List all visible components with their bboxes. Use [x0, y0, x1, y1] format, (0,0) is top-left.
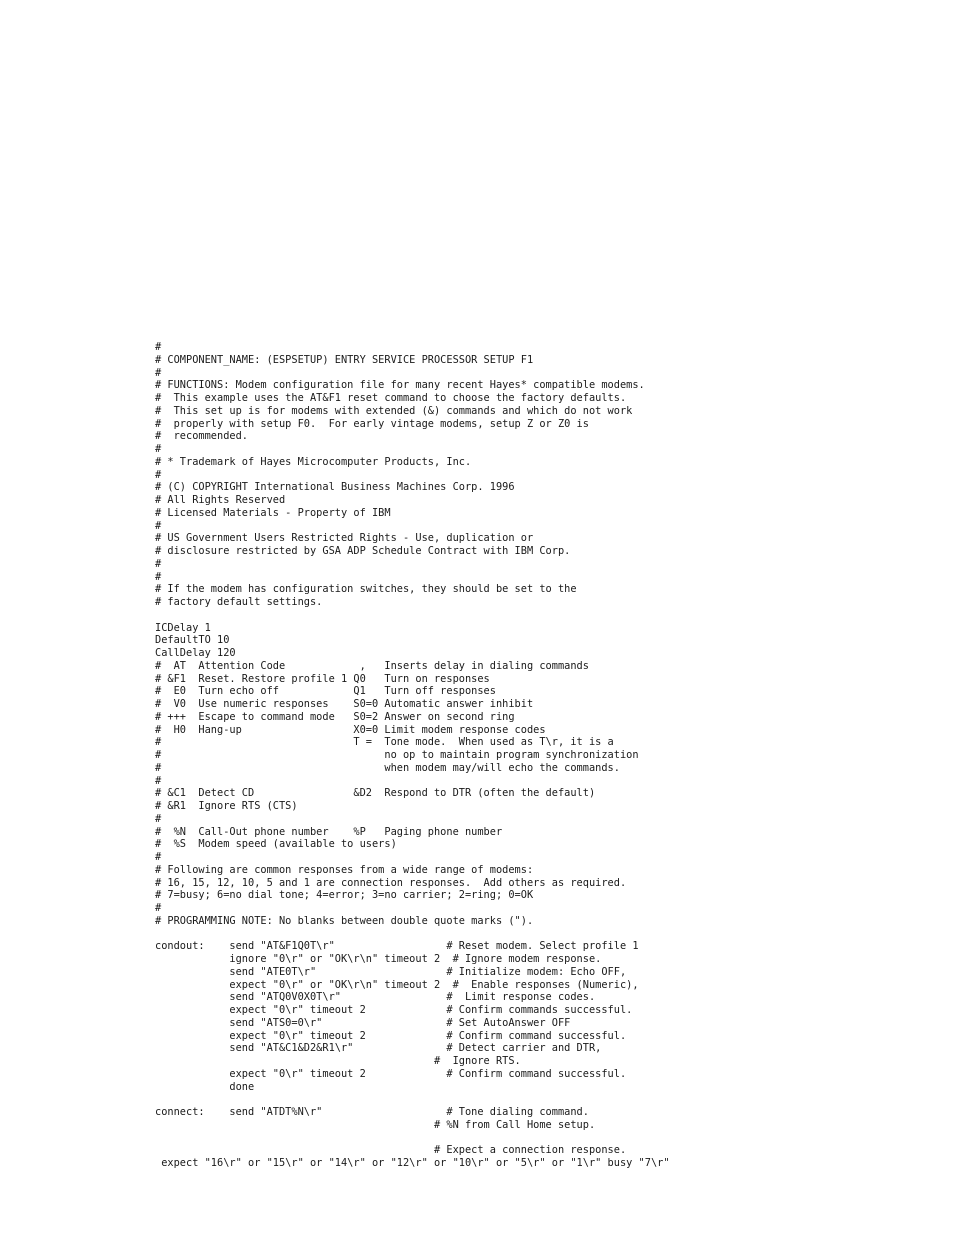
- code-line: # This set up is for modems with extended (&) commands and which do not work: [155, 404, 633, 417]
- code-line: # T = Tone mode. When used as T\r, it is a: [155, 736, 614, 749]
- code-line: send "ATS0=0\r" # Set AutoAnswer OFF: [155, 1016, 571, 1029]
- code-line: # 16, 15, 12, 10, 5 and 1 are connection responses. Add others as required.: [155, 876, 627, 889]
- code-line: # 7=busy; 6=no dial tone; 4=error; 3=no carrier; 2=ring; 0=OK: [155, 889, 534, 902]
- code-line: # AT Attention Code , Inserts delay in dialing commands: [155, 659, 589, 672]
- code-line: # &F1 Reset. Restore profile 1 Q0 Turn on responses: [155, 672, 490, 685]
- code-line: #: [155, 570, 162, 583]
- code-line: # %N from Call Home setup.: [155, 1118, 596, 1131]
- code-line: # +++ Escape to command mode S0=2 Answer on second ring: [155, 710, 515, 723]
- code-line: # If the modem has configuration switches, they should be set to the: [155, 583, 577, 596]
- code-line: [155, 609, 670, 622]
- code-line: #: [155, 774, 162, 787]
- code-line: send "AT&C1&D2&R1\r" # Detect carrier and DTR,: [155, 1042, 602, 1055]
- code-line: #: [155, 851, 162, 863]
- code-line: #: [155, 812, 162, 825]
- code-line: # properly with setup F0. For early vintage modems, setup Z or Z0 is: [155, 417, 589, 430]
- code-line: connect: send "ATDT%N\r" # Tone dialing command.: [155, 1106, 589, 1118]
- code-line: #: [155, 341, 162, 353]
- code-line: expect "16\r" or "15\r" or "14\r" or "12\r" or "10\r" or "5\r" or "1\r" busy "7\r": [155, 1157, 670, 1169]
- code-line: # no op to maintain program synchronization: [155, 749, 639, 761]
- code-line: # Following are common responses from a wide range of modems:: [155, 863, 534, 876]
- code-line: condout: send "AT&F1Q0T\r" # Reset modem. Select profile 1: [155, 940, 639, 953]
- code-line: send "ATQ0V0X0T\r" # Limit response codes.: [155, 991, 596, 1004]
- code-line: expect "0\r" or "OK\r\n" timeout 2 # Enable responses (Numeric),: [155, 978, 639, 991]
- code-line: # disclosure restricted by GSA ADP Schedule Contract with IBM Corp.: [155, 545, 571, 557]
- code-line: #: [155, 902, 162, 914]
- code-line: #: [155, 557, 162, 570]
- modem-config-script: [155, 341, 670, 1170]
- code-line: # COMPONENT_NAME: (ESPSETUP) ENTRY SERVICE PROCESSOR SETUP F1: [155, 353, 534, 366]
- code-line: # H0 Hang-up X0=0 Limit modem response codes: [155, 723, 546, 736]
- code-line: # PROGRAMMING NOTE: No blanks between double quote marks (").: [155, 914, 534, 927]
- code-line: # US Government Users Restricted Rights - Use, duplication or: [155, 532, 534, 545]
- code-line: #: [155, 366, 162, 379]
- code-line: # Expect a connection response.: [155, 1144, 627, 1157]
- code-line: DefaultTO 10: [155, 634, 230, 647]
- code-line: expect "0\r" timeout 2 # Confirm commands successful.: [155, 1004, 633, 1016]
- code-line: CallDelay 120: [155, 647, 236, 659]
- code-line: # recommended.: [155, 430, 248, 443]
- code-line: expect "0\r" timeout 2 # Confirm command successful.: [155, 1067, 627, 1080]
- code-line: # * Trademark of Hayes Microcomputer Products, Inc.: [155, 455, 472, 468]
- code-line: # V0 Use numeric responses S0=0 Automatic answer inhibit: [155, 698, 534, 710]
- code-line: [155, 928, 670, 941]
- code-line: # &C1 Detect CD &D2 Respond to DTR (often the default): [155, 787, 596, 800]
- code-line: # factory default settings.: [155, 596, 323, 608]
- code-line: [155, 1093, 670, 1106]
- code-line: # Ignore RTS.: [155, 1055, 521, 1067]
- code-line: # E0 Turn echo off Q1 Turn off responses: [155, 685, 496, 698]
- code-line: # All Rights Reserved: [155, 494, 286, 506]
- code-line: ignore "0\r" or "OK\r\n" timeout 2 # Ignore modem response.: [155, 953, 602, 965]
- code-line: ICDelay 1: [155, 621, 211, 634]
- code-line: # This example uses the AT&F1 reset command to choose the factory defaults.: [155, 392, 627, 404]
- code-line: send "ATE0T\r" # Initialize modem: Echo OFF,: [155, 965, 627, 978]
- code-line: # %N Call-Out phone number %P Paging phone number: [155, 825, 503, 838]
- code-line: # &R1 Ignore RTS (CTS): [155, 800, 298, 812]
- code-line: [155, 1132, 670, 1145]
- code-line: # when modem may/will echo the commands.: [155, 761, 620, 774]
- code-line: #: [155, 443, 162, 455]
- code-line: expect "0\r" timeout 2 # Confirm command successful.: [155, 1029, 627, 1042]
- code-line: # Licensed Materials - Property of IBM: [155, 506, 391, 519]
- code-line: #: [155, 519, 162, 532]
- code-line: # %S Modem speed (available to users): [155, 838, 397, 851]
- code-line: #: [155, 468, 162, 481]
- code-line: # (C) COPYRIGHT International Business Machines Corp. 1996: [155, 481, 515, 494]
- code-line: done: [155, 1080, 255, 1093]
- code-line: # FUNCTIONS: Modem configuration file for many recent Hayes* compatible modems.: [155, 379, 645, 392]
